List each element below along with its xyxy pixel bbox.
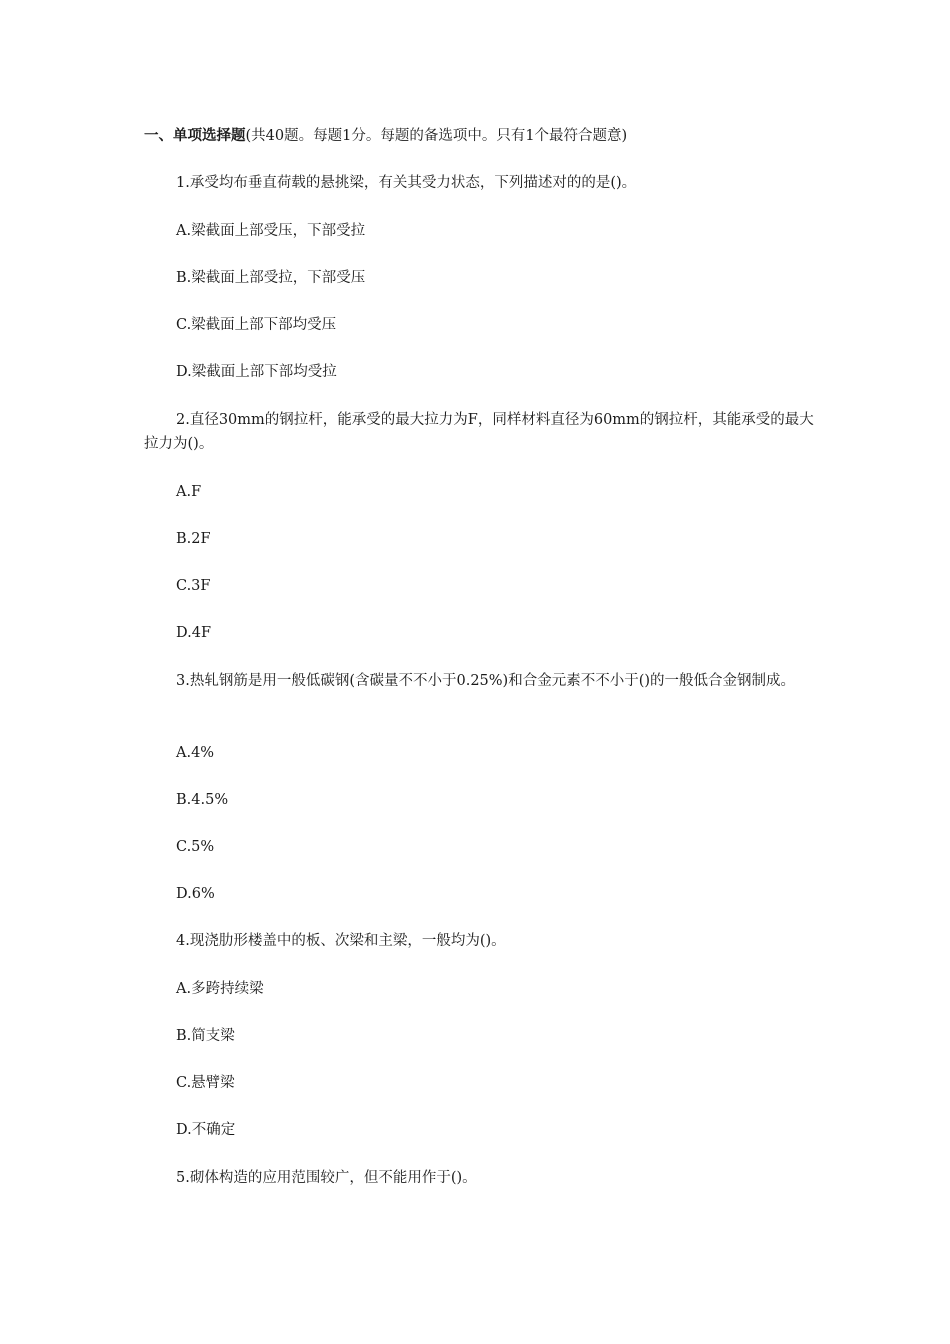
- question-4-option-d: D.不确定: [176, 1122, 236, 1138]
- section-heading: [144, 124, 814, 148]
- question-1-option-d: D.梁截面上部下部均受拉: [176, 364, 337, 380]
- question-2-option-a: A.F: [176, 484, 202, 500]
- question-1-option-a: A.梁截面上部受压，下部受拉: [176, 223, 366, 239]
- question-2-option-c: C.3F: [176, 578, 211, 594]
- question-2-option-d: D.4F: [176, 625, 212, 641]
- section-title-bold: 一、单项选择题: [144, 127, 246, 144]
- question-2-option-b: B.2F: [176, 531, 211, 547]
- question-3-option-b: B.4.5%: [176, 792, 229, 808]
- question-3-option-d: D.6%: [176, 886, 215, 902]
- section-title-rest: (共40题。每题1分。每题的备选项中。只有1个最符合题意): [245, 128, 628, 144]
- question-4-stem: 4.现浇肋形楼盖中的板、次梁和主梁，一般均为()。: [176, 933, 506, 949]
- question-1-stem: 1.承受均布垂直荷载的悬挑梁，有关其受力状态，下列描述对的的是()。: [176, 175, 637, 191]
- question-3-option-c: C.5%: [176, 839, 215, 855]
- question-4-option-c: C.悬臂梁: [176, 1075, 235, 1091]
- question-4-option-b: B.简支梁: [176, 1028, 235, 1044]
- question-3-option-a: A.4%: [176, 745, 215, 761]
- question-3-stem: 3.热轧钢筋是用一般低碳钢(含碳量不不小于0.25%)和合金元素不不小于()的一般低合金钢制成。: [176, 673, 796, 689]
- question-4-option-a: A.多跨持续梁: [176, 981, 264, 997]
- question-2-stem: 2.直径30mm的钢拉杆，能承受的最大拉力为F，同样材料直径为60mm的钢拉杆，其能承受的最大拉力为()。: [144, 412, 814, 452]
- question-1-option-c: C.梁截面上部下部均受压: [176, 317, 337, 333]
- question-5-stem: 5.砌体构造的应用范围较广，但不能用作于()。: [176, 1170, 477, 1186]
- question-1-option-b: B.梁截面上部受拉，下部受压: [176, 270, 366, 286]
